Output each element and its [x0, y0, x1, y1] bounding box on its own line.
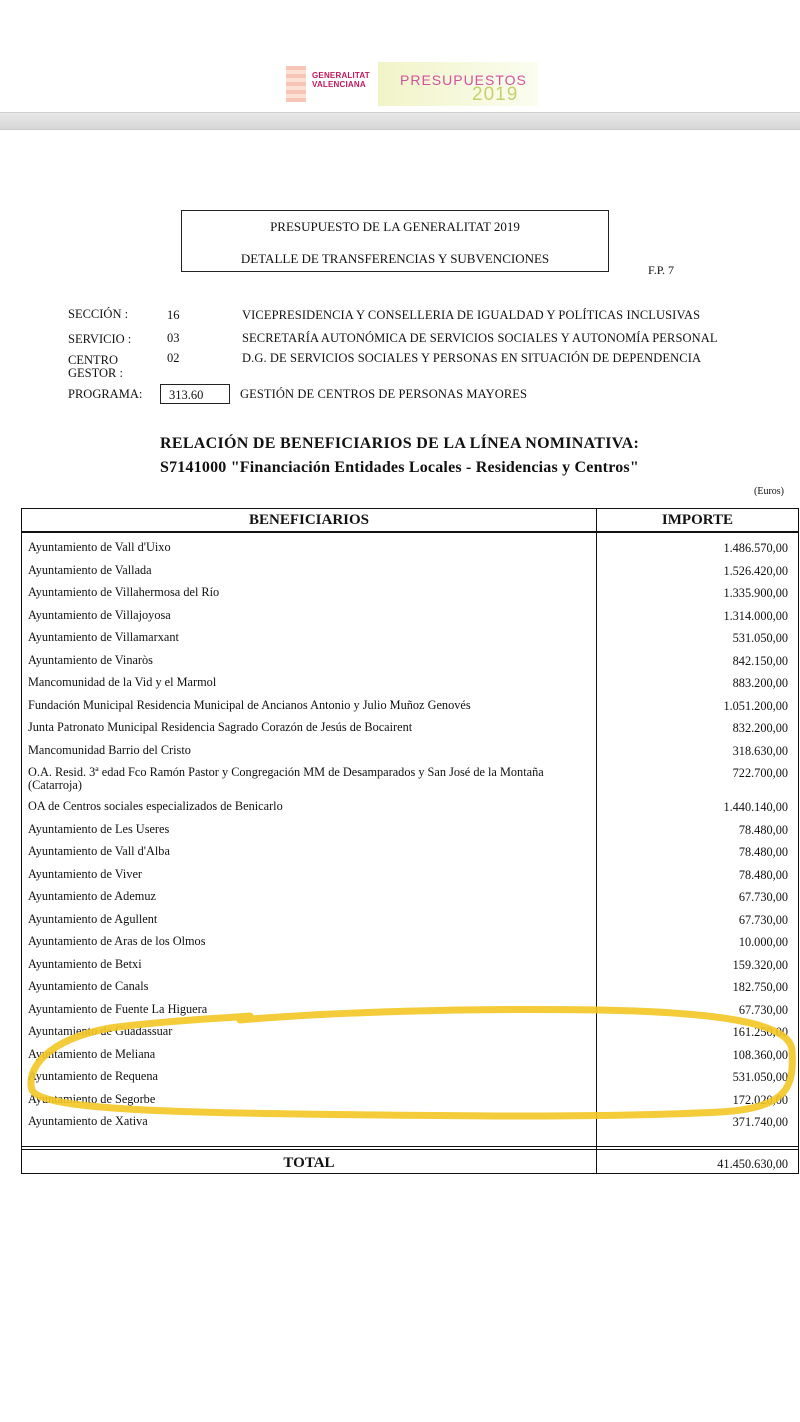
- table-row-amount: 842.150,00: [732, 653, 788, 668]
- total-rule: [22, 1146, 798, 1147]
- table-row-name: Mancomunidad Barrio del Cristo: [28, 742, 191, 757]
- seccion-label: SECCIÓN :: [68, 307, 129, 321]
- table-row-name: Ayuntamiento de Guadassuar: [28, 1024, 173, 1038]
- table-row-name: Ayuntamiento de Vall d'Uixo: [28, 540, 171, 554]
- table-row-name: Fundación Municipal Residencia Municipal de Ancianos Antonio y Julio Muñoz Genovés: [28, 697, 471, 712]
- total-value: 41.450.630,00: [717, 1157, 788, 1171]
- document-subtitle: DETALLE DE TRANSFERENCIAS Y SUBVENCIONES: [240, 251, 550, 266]
- table-row-name: Ayuntamiento de Ademuz: [28, 889, 156, 903]
- table-row-amount: 182.750,00: [732, 980, 788, 994]
- centro-label: CENTRO GESTOR :: [68, 353, 123, 380]
- table-row-name: Ayuntamiento de Villamarxant: [28, 630, 179, 644]
- table-row-name: Ayuntamiento de Viver: [28, 866, 143, 881]
- table-row-name: Ayuntamiento de Segorbe: [28, 1091, 156, 1106]
- table-row-amount: 883.200,00: [732, 676, 788, 690]
- presupuestos-year: 2019: [472, 84, 519, 105]
- header-banner: [0, 0, 800, 118]
- table-row-name: Ayuntamiento de Aras de los Olmos: [28, 934, 206, 948]
- table-row-amount: 78.480,00: [738, 867, 788, 882]
- table-row-name: Ayuntamiento de Agullent: [28, 911, 158, 926]
- table-row-amount: 1.486.570,00: [723, 541, 788, 555]
- table-row-amount: 172.020,00: [732, 1092, 788, 1107]
- seccion-code: 16: [167, 308, 180, 322]
- table-row-name: Ayuntamiento de Villajoyosa: [28, 607, 171, 622]
- table-row-amount: 1.526.420,00: [723, 563, 788, 578]
- beneficiaries-table: [21, 508, 799, 1174]
- table-row-name: Mancomunidad de la Vid y el Marmol: [28, 675, 217, 689]
- table-row-amount: 78.480,00: [738, 822, 788, 837]
- units-label: (Euros): [754, 486, 784, 497]
- document-title: PRESUPUESTO DE LA GENERALITAT 2019: [270, 219, 520, 234]
- table-row-amount: 161.250,00: [732, 1025, 788, 1039]
- header-beneficiarios: BENEFICIARIOS: [248, 512, 370, 528]
- table-row-name: Ayuntamiento de Villahermosa del Río: [28, 585, 220, 599]
- seccion-desc: VICEPRESIDENCIA Y CONSELLERIA DE IGUALDAD Y POLÍTICAS INCLUSIVAS: [242, 308, 701, 322]
- table-row-amount: 531.050,00: [732, 1070, 788, 1084]
- programa-label: PROGRAMA:: [68, 387, 143, 401]
- generalitat-logo: [286, 64, 372, 104]
- programa-desc: GESTIÓN DE CENTROS DE PERSONAS MAYORES: [240, 387, 528, 401]
- table-row-name: Ayuntamiento de Vinaròs: [28, 652, 153, 667]
- table-row-name: O.A. Resid. 3ª edad Fco Ramón Pastor y Congregación MM de Desamparados y San José de la Montaña (Catarroja): [28, 765, 544, 792]
- table-row-amount: 1.440.140,00: [723, 800, 788, 814]
- total-rule-double: [22, 1149, 798, 1150]
- table-row-name: Ayuntamiento de Betxi: [28, 956, 142, 971]
- servicio-desc: SECRETARÍA AUTONÓMICA DE SERVICIOS SOCIALES Y AUTONOMÍA PERSONAL: [242, 331, 718, 345]
- table-row-amount: 108.360,00: [732, 1047, 788, 1062]
- table-row-amount: 1.335.900,00: [723, 586, 788, 600]
- table-row-amount: 67.730,00: [738, 1002, 788, 1017]
- document-title-box: [181, 210, 609, 272]
- relacion-subheading: S7141000 "Financiación Entidades Locales - Residencias y Centros": [160, 459, 639, 476]
- table-row-amount: 1.051.200,00: [723, 698, 788, 713]
- table-row-amount: 1.314.000,00: [723, 608, 788, 623]
- servicio-label: SERVICIO :: [68, 332, 132, 346]
- table-row-name: Ayuntamiento de Meliana: [28, 1046, 156, 1061]
- table-row-amount: 67.730,00: [738, 890, 788, 904]
- gva-line2: VALENCIANA: [312, 80, 366, 89]
- table-row-amount: 832.200,00: [732, 721, 788, 735]
- table-row-amount: 67.730,00: [738, 912, 788, 927]
- centro-desc: D.G. DE SERVICIOS SOCIALES Y PERSONAS EN SITUACIÓN DE DEPENDENCIA: [242, 351, 702, 365]
- servicio-code: 03: [167, 331, 180, 345]
- table-row-amount: 10.000,00: [738, 935, 788, 949]
- form-code: F.P. 7: [648, 263, 675, 277]
- table-row-name: Junta Patronato Municipal Residencia Sagrado Corazón de Jesús de Bocairent: [28, 720, 413, 734]
- table-row-amount: 318.630,00: [732, 743, 788, 758]
- table-row-name: Ayuntamiento de Fuente La Higuera: [28, 1001, 208, 1016]
- header-divider: [0, 112, 800, 130]
- table-row-name: Ayuntamiento de Vall d'Alba: [28, 844, 170, 858]
- programa-code: 313.60: [160, 384, 230, 404]
- header-rule: [22, 531, 798, 533]
- table-row-amount: 722.700,00: [732, 766, 788, 780]
- presupuestos-title: PRESUPUESTOS: [400, 72, 527, 88]
- column-divider: [596, 509, 597, 1173]
- centro-code: 02: [167, 351, 180, 365]
- table-row-amount: 371.740,00: [732, 1115, 788, 1129]
- table-row-name: Ayuntamiento de Canals: [28, 979, 149, 993]
- table-row-amount: 159.320,00: [732, 957, 788, 972]
- generalitat-emblem-icon: [286, 66, 306, 102]
- table-row-name: Ayuntamiento de Vallada: [28, 562, 152, 577]
- table-row-name: Ayuntamiento de Xativa: [28, 1114, 148, 1128]
- table-row-name: Ayuntamiento de Les Useres: [28, 821, 170, 836]
- presupuestos-logo: [378, 62, 538, 106]
- table-row-name: Ayuntamiento de Requena: [28, 1069, 158, 1083]
- header-importe: IMPORTE: [661, 512, 734, 528]
- gva-line1: GENERALITAT: [312, 71, 370, 80]
- total-label: TOTAL: [283, 1155, 335, 1171]
- table-row-amount: 78.480,00: [738, 845, 788, 859]
- table-row-name: OA de Centros sociales especializados de Benicarlo: [28, 799, 283, 813]
- relacion-heading: RELACIÓN DE BENEFICIARIOS DE LA LÍNEA NOMINATIVA:: [160, 435, 640, 452]
- table-row-amount: 531.050,00: [732, 631, 788, 645]
